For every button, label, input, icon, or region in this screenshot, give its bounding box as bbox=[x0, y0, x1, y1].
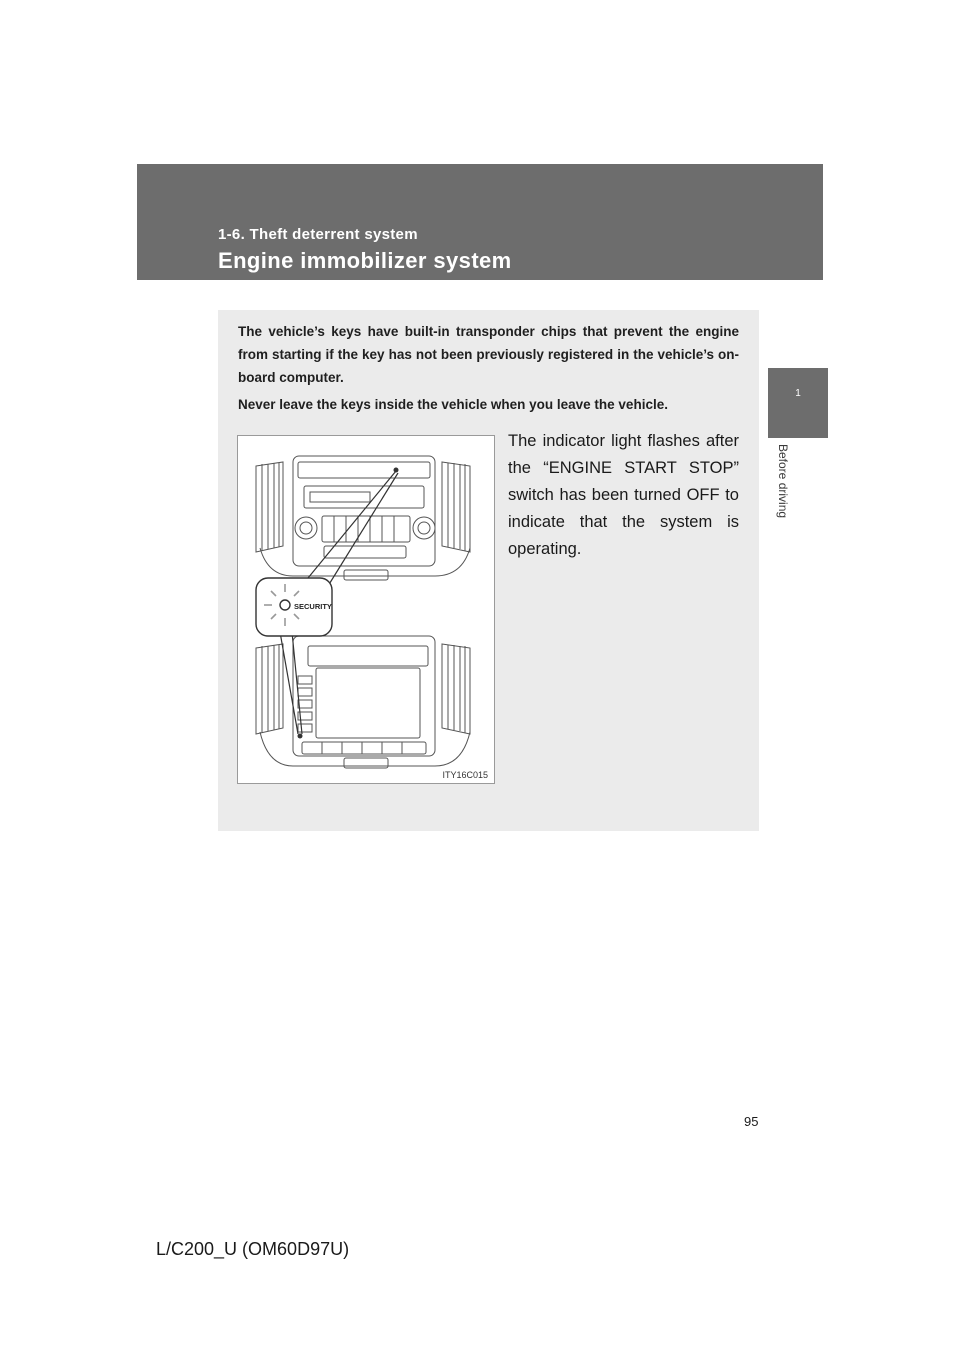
chapter-tab-label: Before driving bbox=[776, 444, 790, 519]
warning-paragraph: Never leave the keys inside the vehicle when you leave the vehicle. bbox=[238, 397, 668, 412]
chapter-tab-label-box bbox=[768, 438, 798, 548]
page-title: Engine immobilizer system bbox=[218, 248, 512, 273]
security-label: SECURITY bbox=[294, 602, 332, 611]
document-code: L/C200_U (OM60D97U) bbox=[156, 1239, 350, 1259]
indicator-description: The indicator light flashes after the “ENGINE START STOP” switch has been turned OFF to indicate that the system is operating. bbox=[508, 432, 739, 558]
chapter-header bbox=[137, 164, 823, 280]
security-callout bbox=[256, 471, 398, 734]
intro-paragraph: The vehicle’s keys have built-in transponder chips that prevent the engine from starting if the key has not been previously registered in the vehicle’s on-board computer. bbox=[238, 324, 739, 385]
content-panel bbox=[218, 310, 759, 831]
chapter-tab bbox=[768, 368, 828, 438]
figure-code: ITY16C015 bbox=[442, 770, 488, 780]
dashboard-illustration bbox=[237, 435, 495, 784]
section-label: 1-6. Theft deterrent system bbox=[218, 226, 418, 243]
dashboard-drawing bbox=[238, 436, 494, 783]
page-number: 95 bbox=[744, 1114, 759, 1129]
chapter-tab-number: 1 bbox=[795, 388, 801, 399]
